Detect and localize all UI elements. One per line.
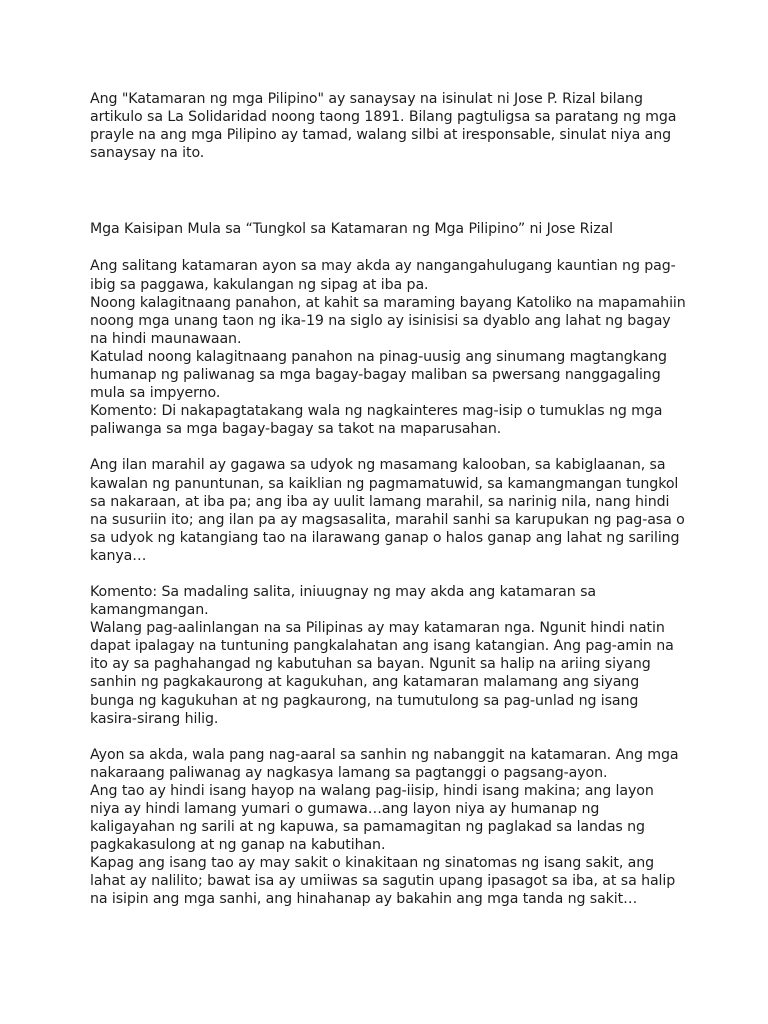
- body-paragraph: Ayon sa akda, wala pang nag-aaral sa sanhin ng nabanggit na katamaran. Ang mga nakaraang paliwanag ay nagkasya lamang sa pagtanggi o pagsang-ayon. Ang tao ay hindi isang hayop na walang pag-iisip, hindi isang makina; ang layon niya ay hindi lamang yumari o gumawa…ang layon niya ay humanap ng kaligayahan ng sarili at ng kapuwa, sa pamamagitan ng paglakad sa landas ng pagkakasulong at ng ganap na kabutihan. Kapag ang isang tao ay may sakit o kinakitaan ng sinatomas ng isang sakit, ang lahat ay nalilito; bawat isa ay umiiwas sa sagutin upang ipasagot sa iba, at sa halip na isipin ang mga sanhi, ang hinahanap ay bakahin ang mga tanda ng sakit…: [90, 746, 679, 908]
- document-page: [90, 90, 690, 909]
- body-paragraph: Komento: Sa madaling salita, iniuugnay ng may akda ang katamaran sa kamangmangan. Walang pag-aalinlangan na sa Pilipinas ay may katamaran nga. Ngunit hindi natin dapat ipalagay na tuntuning pangkalahatan ang isang katangian. Ang pag-amin na ito ay sa paghahangad ng kabutuhan sa bayan. Ngunit sa halip na ariing siyang sanhin ng pagkakaurong at kagukuhan, ang katamaran malamang ang siyang bunga ng kagukuhan at ng pagkaurong, na tumutulong sa pag-unlad ng isang kasira-sirang hilig.: [90, 583, 674, 727]
- intro-paragraph: Ang "Katamaran ng mga Pilipino" ay sanaysay na isinulat ni Jose P. Rizal bilang artikulo sa La Solidaridad noong taong 1891. Bilang pagtuligsa sa paratang ng mga prayle na ang mga Pilipino ay tamad, walang silbi at iresponsable, sinulat niya ang sanaysay na ito.: [90, 91, 677, 162]
- section-heading: Mga Kaisipan Mula sa “Tungkol sa Katamaran ng Mga Pilipino” ni Jose Rizal: [90, 221, 614, 238]
- body-paragraph: Ang salitang katamaran ayon sa may akda ay nangangahulugang kauntian ng pag- ibig sa paggawa, kakulangan ng sipag at iba pa. Noong kalagitnaang panahon, at kahit sa maraming bayang Katoliko na mapamahiin noong mga unang taon ng ika-19 na siglo ay isinisisi sa dyablo ang lahat ng bagay na hindi maunawaan. Katulad noong kalagitnaang panahon na pinag-uusig ang sinumang magtangkang humanap ng paliwanag sa mga bagay-bagay maliban sa pwersang nanggagaling mula sa impyerno. Komento: Di nakapagtatakang wala ng nagkainteres mag-isip o tumuklas ng mga paliwanga sa mga bagay-bagay sa takot na maparusahan.: [90, 258, 686, 438]
- body-paragraph: Ang ilan marahil ay gagawa sa udyok ng masamang kalooban, sa kabiglaanan, sa kawalan ng panuntunan, sa kaiklian ng pagmamatuwid, sa kamangmangan tungkol sa nakaraan, at iba pa; ang iba ay uulit lamang marahil, sa narinig nila, nang hindi na susuriin ito; ang ilan pa ay magsasalita, marahil sanhi sa karupukan ng pag-asa o sa udyok ng katangiang tao na ilarawang ganap o halos ganap ang lahat ng sariling kanya…: [90, 457, 685, 564]
